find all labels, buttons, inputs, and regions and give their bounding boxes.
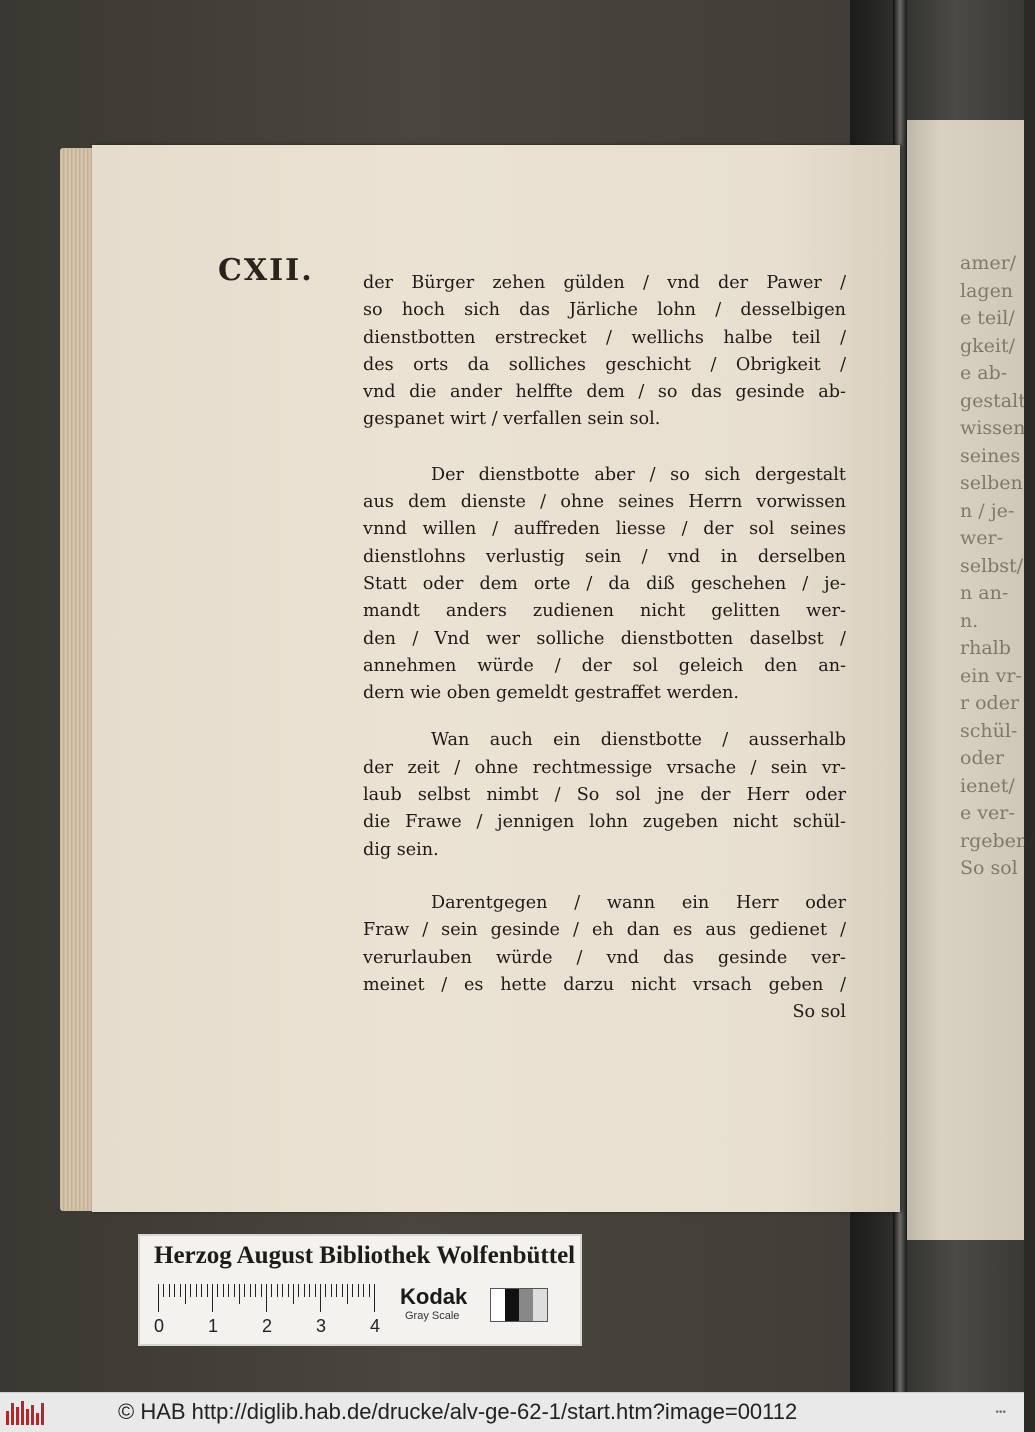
paragraph-3 [363, 727, 846, 863]
text-block [363, 270, 846, 1026]
ruler-tick [223, 1284, 224, 1297]
text-line: die Frawe / jennigen lohn zugeben nicht schül- [363, 812, 846, 833]
text-line: mandt anders zudienen nicht gelitten wer- [363, 601, 846, 622]
ruler-tick [277, 1284, 278, 1297]
ruler-tick [363, 1284, 364, 1297]
text-line: meinet / es hette darzu nicht vrsach geben / [363, 974, 846, 995]
text-line: Fraw / sein gesinde / eh dan es aus gedienet / [363, 920, 846, 941]
text-line: den / Vnd wer solliche dienstbotten daselbst / [363, 628, 846, 649]
ruler-tick [217, 1284, 218, 1297]
catchword: So sol [792, 1002, 846, 1023]
text-line: Darentgegen / wann ein Herr oder [431, 892, 846, 913]
ruler-tick [169, 1284, 170, 1297]
ruler-tick [163, 1284, 164, 1297]
ruler-tick [352, 1284, 353, 1297]
ruler-tick [282, 1284, 283, 1297]
kodak-logo: Kodak [400, 1284, 468, 1309]
text-line: des orts da solliches geschicht / Obrigkeit / [363, 354, 846, 375]
text-line: vnd die ander helffte dem / so das gesinde ab- [363, 382, 846, 403]
ruler-tick [244, 1284, 245, 1297]
folio-number: CXII. [218, 253, 314, 288]
paragraph-4 [363, 890, 846, 1026]
text-line: Wan auch ein dienstbotte / ausserhalb [431, 730, 846, 751]
ruler-tick [234, 1284, 235, 1297]
library-name: Herzog August Bibliothek Wolfenbüttel [154, 1242, 576, 1269]
facing-page-text: amer/ lagen e teil/ gkeit/ e ab- gestalt wissen seines selben n / je- wer- selbst/ n an- n. rhalb ein vr- r oder schül- oder ienet/ e ver- rgeben/ So sol [960, 252, 1035, 879]
text-line: gespanet wirt / verfallen sein sol. [363, 409, 661, 430]
text-line: der Bürger zehen gülden / vnd der Pawer / [363, 273, 846, 293]
text-line: dienstlohns verlustig sein / vnd in derselben [363, 546, 846, 567]
text-line: Statt oder dem orte / da diß geschehen / je- [363, 573, 846, 594]
ruler-tick [336, 1284, 337, 1297]
ruler-tick [228, 1284, 229, 1297]
text-line: annehmen würde / der sol geleich den an- [363, 655, 846, 676]
paragraph-2 [363, 462, 846, 708]
ruler-tick [358, 1284, 359, 1297]
ruler-number: 1 [208, 1316, 219, 1336]
ruler-tick [288, 1284, 289, 1297]
ruler-tick [250, 1284, 251, 1297]
text-line: so hoch sich das Järliche lohn / desselbigen [363, 300, 846, 321]
gray-swatch [490, 1288, 548, 1322]
ruler-number: 2 [262, 1316, 273, 1336]
text-line: dig sein. [363, 839, 439, 860]
ruler-tick [196, 1284, 197, 1297]
ruler-tick [331, 1284, 332, 1297]
ruler-numbers [154, 1316, 394, 1338]
ruler-tick [185, 1284, 186, 1304]
ruler-number: 3 [316, 1316, 327, 1336]
ruler-tick [309, 1284, 310, 1297]
ruler-tick [266, 1284, 267, 1312]
ruler-tick [320, 1284, 321, 1312]
ruler-tick [239, 1284, 240, 1304]
text-line: laub selbst nimbt / So sol jne der Herr oder [363, 785, 846, 806]
ruler-number: 4 [370, 1316, 381, 1336]
ruler-tick [342, 1284, 343, 1297]
text-line: Der dienstbotte aber / so sich dergestalt [431, 464, 846, 485]
ruler-tick [180, 1284, 181, 1297]
footer-bar [0, 1392, 1024, 1432]
ruler-tick [304, 1284, 305, 1297]
scale-ruler [158, 1284, 378, 1312]
ruler-tick [369, 1284, 370, 1297]
ruler-tick [207, 1284, 208, 1297]
color-calibration-label [138, 1234, 582, 1346]
text-line: aus dem dienste / ohne seines Herrn vorwissen [363, 492, 846, 513]
copyright-url: © HAB http://diglib.hab.de/drucke/alv-ge-62-1/start.htm?image=00112 [118, 1399, 798, 1424]
ruler-tick [201, 1284, 202, 1297]
gray-scale-label: Gray Scale [405, 1310, 460, 1322]
ruler-tick [325, 1284, 326, 1297]
footer-dots: ••• [995, 1407, 1006, 1418]
ruler-tick [261, 1284, 262, 1297]
ruler-tick [298, 1284, 299, 1297]
ruler-tick [347, 1284, 348, 1304]
ruler-tick [190, 1284, 191, 1297]
text-line: vnnd willen / auffreden liesse / der sol seines [363, 519, 846, 540]
text-line: verurlauben würde / vnd das gesinde ver- [363, 947, 846, 968]
text-line: dern wie oben gemeldt gestraffet werden. [363, 683, 739, 704]
ruler-tick [271, 1284, 272, 1297]
text-line: der zeit / ohne rechtmessige vrsache / sein vr- [363, 757, 846, 778]
text-line: dienstbotten erstrecket / wellichs halbe teil / [363, 327, 846, 348]
ruler-tick [255, 1284, 256, 1297]
ruler-tick [374, 1284, 375, 1312]
ruler-tick [174, 1284, 175, 1297]
ruler-tick [158, 1284, 159, 1312]
ruler-tick [212, 1284, 213, 1312]
ruler-tick [315, 1284, 316, 1297]
ruler-number: 0 [154, 1316, 165, 1336]
paragraph-1 [363, 270, 846, 434]
ruler-tick [293, 1284, 294, 1304]
hab-logo-icon [6, 1399, 46, 1425]
